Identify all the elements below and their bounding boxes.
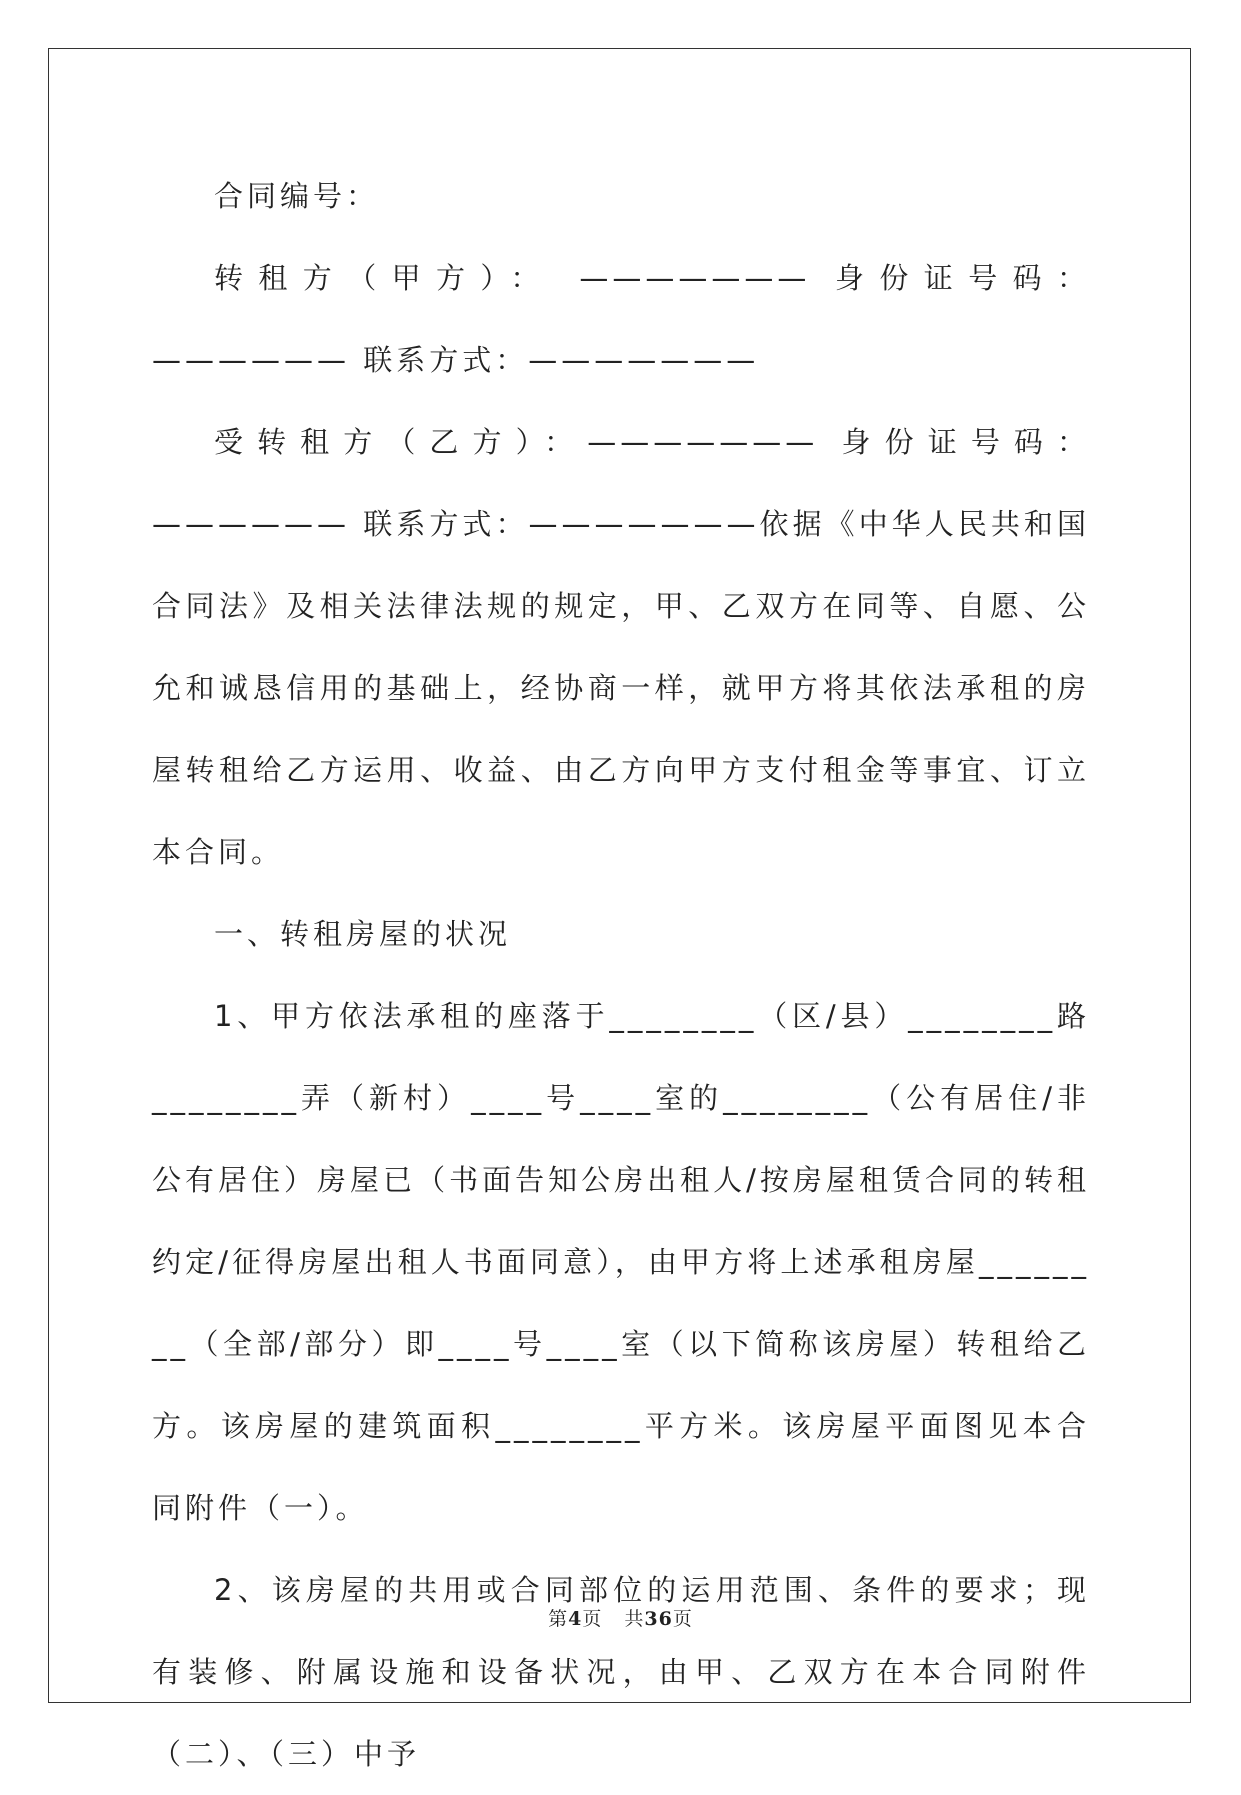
clause-1-paragraph: 1、甲方依法承租的座落于________（区/县）________路________弄（新村）____号____室的________（公有居住/非公有居住）房屋已（书面告知公房出租人/按房屋租赁合同的转租约定/征得房屋出租人书面同意），由甲方将上述承租房屋________（全部/部分）即____号____室（以下简称该房屋）转租给乙方。该房屋的建筑面积________平方米。该房屋平面图见本合同附件（一）。 — [152, 999, 1090, 1525]
footer-total-pages: 36 — [644, 1608, 673, 1630]
document-body — [152, 155, 1090, 1795]
footer-total-suffix: 页 — [672, 1608, 693, 1630]
footer-total-prefix: 共 — [624, 1608, 645, 1630]
page-footer — [0, 1604, 1241, 1631]
section-heading: 一、转租房屋的状况 — [214, 917, 512, 951]
contract-number-line: 合同编号： — [214, 179, 380, 213]
lessee-info-paragraph: 受转租方（乙方）：——————— 身份证号码：—————— 联系方式：———————依据《中华人民共和国合同法》及相关法律法规的规定，甲、乙双方在同等、自愿、公允和诚恳信用的基础上，经协商一样，就甲方将其依法承租的房屋转租给乙方运用、收益、由乙方向甲方支付租金等事宜、订立本合同。 — [152, 425, 1090, 869]
footer-page-number: 4 — [568, 1608, 583, 1630]
footer-page-suffix: 页 — [582, 1608, 603, 1630]
lessor-info-paragraph: 转租方（甲方）： ——————— 身份证号码：—————— 联系方式：——————— — [152, 261, 1090, 377]
footer-page-prefix: 第 — [548, 1608, 569, 1630]
clause-2-paragraph: 2、该房屋的共用或合同部位的运用范围、条件的要求；现有装修、附属设施和设备状况，由甲、乙双方在本合同附件（二）、（三）中予 — [152, 1573, 1090, 1771]
